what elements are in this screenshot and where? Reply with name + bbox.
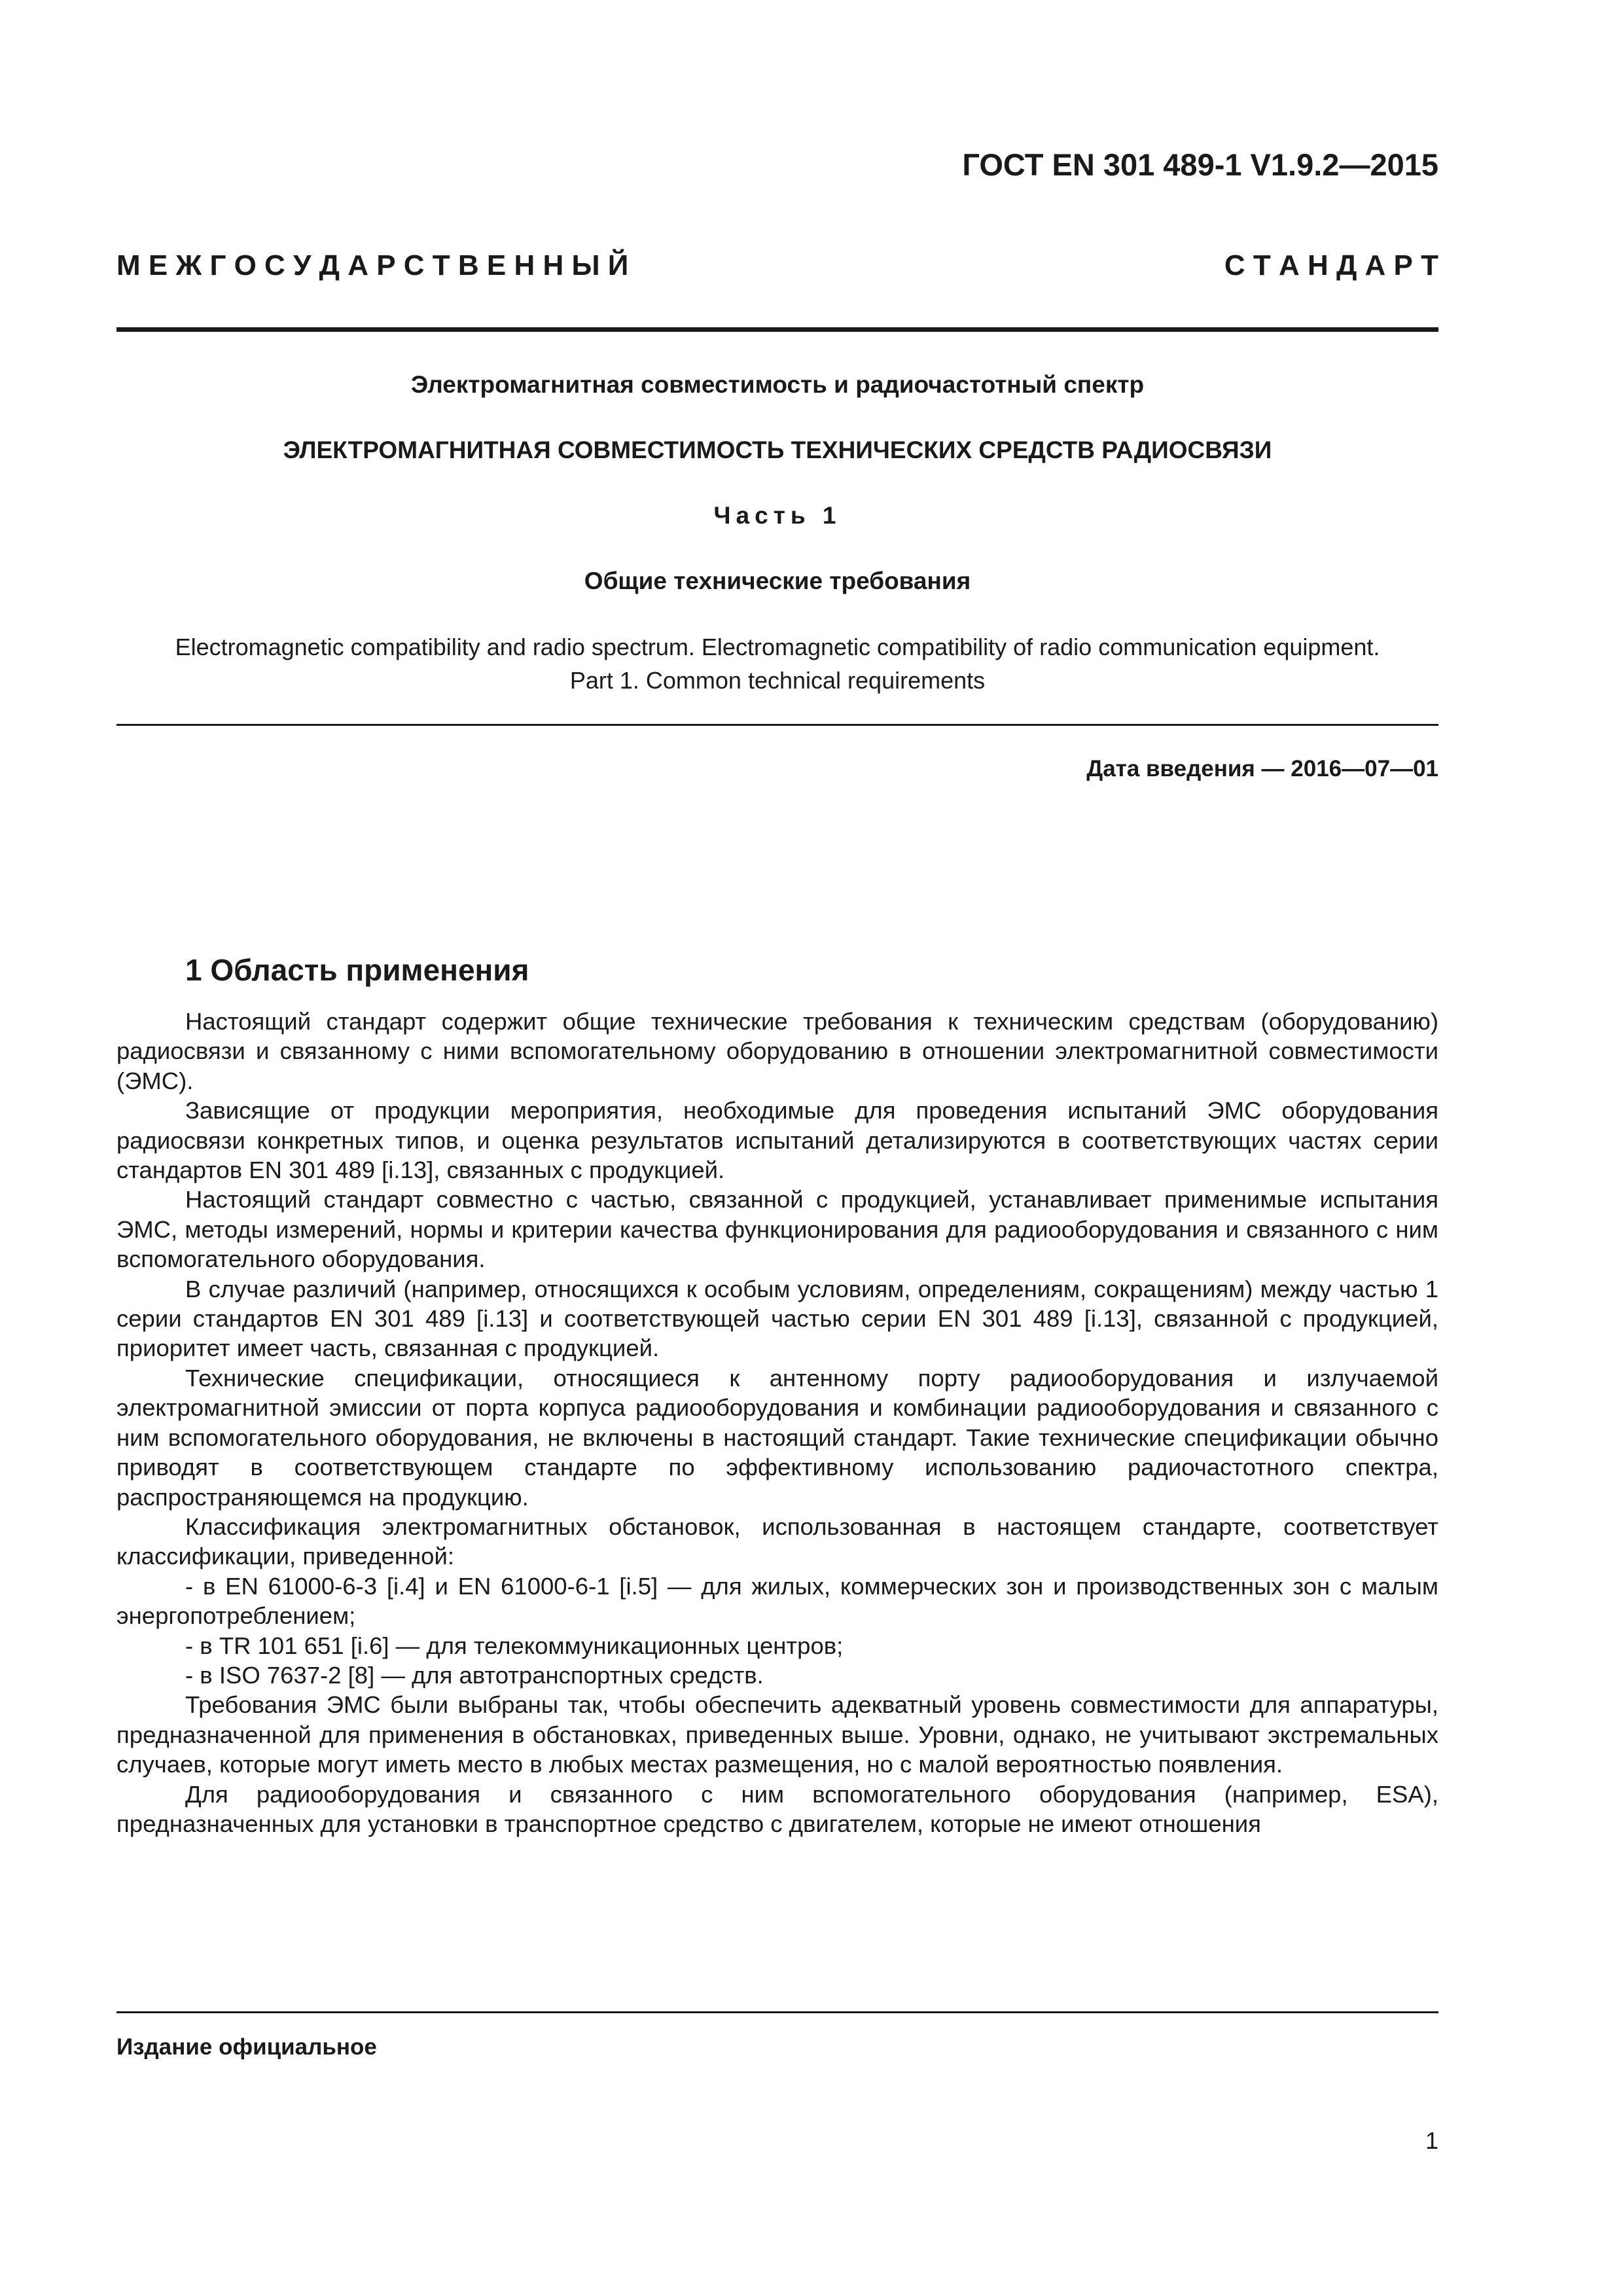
paragraph: Зависящие от продукции мероприятия, необходимые для проведения испытаний ЭМС оборудования радиосвязи конкретных типов, и оценка результатов испытаний детализируются в соответствующих частях серии стандартов EN 301 489 [i.13], связанных с продукцией. [116,1097,1438,1184]
title-part: Часть 1 [713,502,842,529]
english-title [116,630,1438,697]
title-subtitle: Общие технические требования [584,567,971,594]
english-title-line-2: Part 1. Common technical requirements [569,667,986,694]
edition-label: Издание официальное [116,2034,377,2060]
page-number: 1 [1425,2127,1438,2154]
section-heading: 1 Область применения [185,953,529,987]
list-item: - в TR 101 651 [i.6] — для телекоммуникационных центров; [185,1632,844,1659]
footer-divider [116,2011,1438,2013]
paragraph: В случае различий (например, относящихся к особым условиям, определениям, сокращениям) между частью 1 серии стандартов EN 301 489 [i.13] и соответствующей частью серии EN 301 489 [i.13], связанной с продукцией, приоритет имеет часть, связанная с продукцией. [116,1275,1438,1362]
title-main: ЭЛЕКТРОМАГНИТНАЯ СОВМЕСТИМОСТЬ ТЕХНИЧЕСКИХ СРЕДСТВ РАДИОСВЯЗИ [283,437,1272,463]
paragraph: Классификация электромагнитных обстановок, использованная в настоящем стандарте, соответствует классификации, приведенной: [116,1513,1438,1570]
header-divider [116,327,1438,332]
english-title-line-1: Electromagnetic compatibility and radio spectrum. Electromagnetic compatibility of radio communication equipment. [175,634,1380,660]
introduction-date: Дата введения — 2016—07—01 [1086,756,1438,781]
paragraph: Требования ЭМС были выбраны так, чтобы обеспечить адекватный уровень совместимости для аппаратуры, предназначенной для применения в обстановках, приведенных выше. Уровни, однако, не учитывают экстремальных случаев, которые могут иметь место в любых местах размещения, но с малой вероятностью появления. [116,1691,1438,1778]
title-group: Электромагнитная совместимость и радиочастотный спектр [410,371,1145,398]
standard-type-line [116,247,1438,284]
document-code: ГОСТ EN 301 489-1 V1.9.2—2015 [962,147,1438,182]
section-body [116,1007,1438,1839]
standard-type-left: М Е Ж Г О С У Д А Р С Т В Е Н Н Ы Й [116,249,629,281]
paragraph: Настоящий стандарт содержит общие технические требования к техническим средствам (оборудованию) радиосвязи и связанному с ними вспомогательному оборудованию в отношении электромагнитной совместимости (ЭМС). [116,1008,1438,1094]
paragraph: Для радиооборудования и связанного с ним вспомогательного оборудования (например, ESA), предназначенных для установки в транспортное средство с двигателем, которые не имеют отношения [116,1780,1438,1837]
paragraph: Настоящий стандарт совместно с частью, связанной с продукцией, устанавливает применимые испытания ЭМС, методы измерений, нормы и критерии качества функционирования для радиооборудования и связанного с ним вспомогательного оборудования. [116,1186,1438,1273]
title-divider [116,724,1438,726]
list-item: - в EN 61000-6-3 [i.4] и EN 61000-6-1 [i.5] — для жилых, коммерческих зон и производственных зон с малым энергопотреблением; [116,1572,1438,1630]
paragraph: Технические спецификации, относящиеся к антенному порту радиооборудования и излучаемой электромагнитной эмиссии от порта корпуса радиооборудования и комбинации радиооборудования и связанного с ним вспомогательного оборудования, не включены в настоящий стандарт. Такие технические спецификации обычно приводят в соответствующем стандарте по эффективному использованию радиочастотного спектра, распространяющемся на продукцию. [116,1364,1438,1511]
standard-type-right: С Т А Н Д А Р Т [1224,249,1438,281]
list-item: - в ISO 7637-2 [8] — для автотранспортных средств. [185,1661,764,1689]
